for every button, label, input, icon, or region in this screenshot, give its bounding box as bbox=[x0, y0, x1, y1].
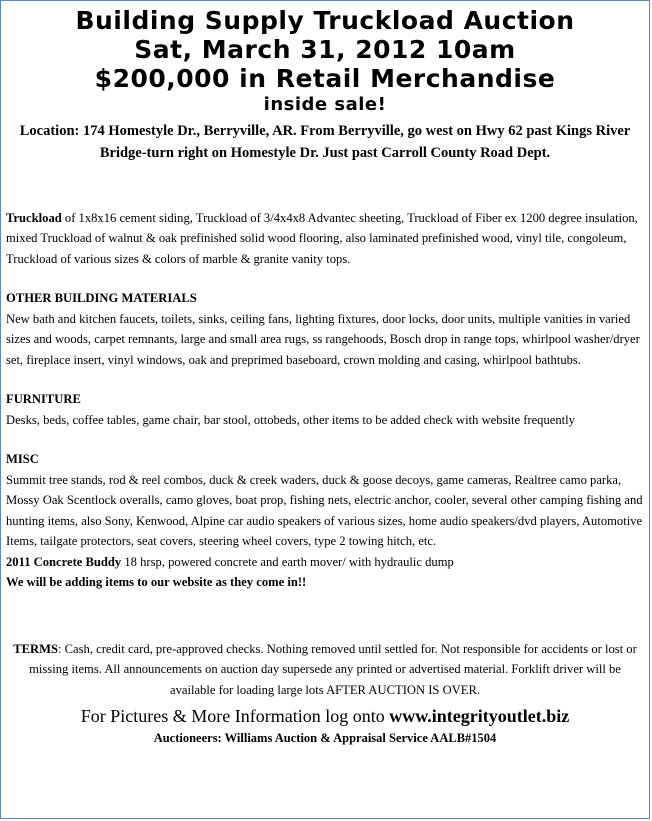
title-auction: Building Supply Truckload Auction bbox=[75, 6, 575, 35]
adding-items-note: We will be adding items to our website as they come in!! bbox=[6, 575, 307, 590]
title-merchandise: $200,000 in Retail Merchandise bbox=[94, 63, 556, 93]
website-link[interactable]: www.integrityoutlet.biz bbox=[389, 706, 570, 727]
misc-heading: MISC bbox=[6, 452, 39, 467]
section-furniture bbox=[6, 389, 643, 430]
concrete-text: 18 hrsp, powered concrete and earth mover/ with hydraulic dump bbox=[121, 554, 454, 569]
section-other-building bbox=[6, 288, 643, 370]
section-truckload bbox=[6, 208, 643, 270]
item-sections bbox=[6, 208, 643, 593]
info-line bbox=[1, 706, 649, 727]
furniture-text: Desks, beds, coffee tables, game chair, bar stool, ottobeds, other items to be added check with website frequently bbox=[6, 412, 575, 427]
info-prefix: For Pictures & More Information log onto bbox=[80, 706, 390, 727]
terms-label: TERMS bbox=[13, 641, 58, 656]
title-inside-sale: inside sale! bbox=[263, 94, 387, 116]
auctioneers-line: Auctioneers: Williams Auction & Appraisal Service AALB#1504 bbox=[153, 731, 497, 746]
concrete-buddy-line bbox=[6, 552, 643, 573]
other-building-text: New bath and kitchen faucets, toilets, sinks, ceiling fans, lighting fixtures, door locks, door units, multiple vanities in varied sizes and woods, carpet remnants, large and small area rugs, ss rangehoods, Bosch drop in range tops, whirlpool washer/dryer set, fireplace insert, vinyl windows, oak and preprimed baseboard, crown molding and casing, whirlpool bathtubs. bbox=[6, 311, 640, 367]
misc-text: Summit tree stands, rod & reel combos, duck & creek waders, duck & goose decoys, game cameras, Realtree camo parka, Mossy Oak Scentlock overalls, camo gloves, boat prop, fishing nets, electric anchor, cooler, several other camping fishing and hunting items, also Sony, Kenwood, Alpine car audio speakers of various sizes, home audio speakers/dvd players, Automotive Items, tailgate protectors, seat covers, steering wheel covers, type 2 towing hitch, etc. bbox=[6, 472, 643, 549]
truckload-paragraph bbox=[6, 208, 643, 270]
truckload-text: of 1x8x16 cement siding, Truckload of 3/4x4x8 Advantec sheeting, Truckload of Fiber ex 1200 degree insulation, mixed Truckload of walnut & oak prefinished solid wood flooring, also laminated prefinished wood, vinyl tile, congoleum, Truckload of various sizes & colors of marble & granite vanity tops. bbox=[6, 210, 638, 266]
title-date: Sat, March 31, 2012 10am bbox=[134, 34, 516, 64]
location-directions: Location: 174 Homestyle Dr., Berryville, AR. From Berryville, go west on Hwy 62 past Kings River Bridge-turn right on Homestyle Dr. Just past Carroll County Road Dept. bbox=[19, 122, 631, 161]
terms-text: : Cash, credit card, pre-approved checks. Nothing removed until settled for. Not responsible for accidents or lost or missing items. All announcements on auction day supersede any printed or advertised material. Forklift driver will be available for loading large lots AFTER AUCTION IS OVER. bbox=[29, 641, 637, 697]
furniture-heading: FURNITURE bbox=[6, 392, 81, 407]
concrete-lead: 2011 Concrete Buddy bbox=[6, 554, 122, 569]
section-misc bbox=[6, 449, 643, 552]
other-building-heading: OTHER BUILDING MATERIALS bbox=[6, 291, 197, 306]
terms-paragraph bbox=[5, 639, 645, 701]
truckload-lead: Truckload bbox=[6, 210, 62, 225]
